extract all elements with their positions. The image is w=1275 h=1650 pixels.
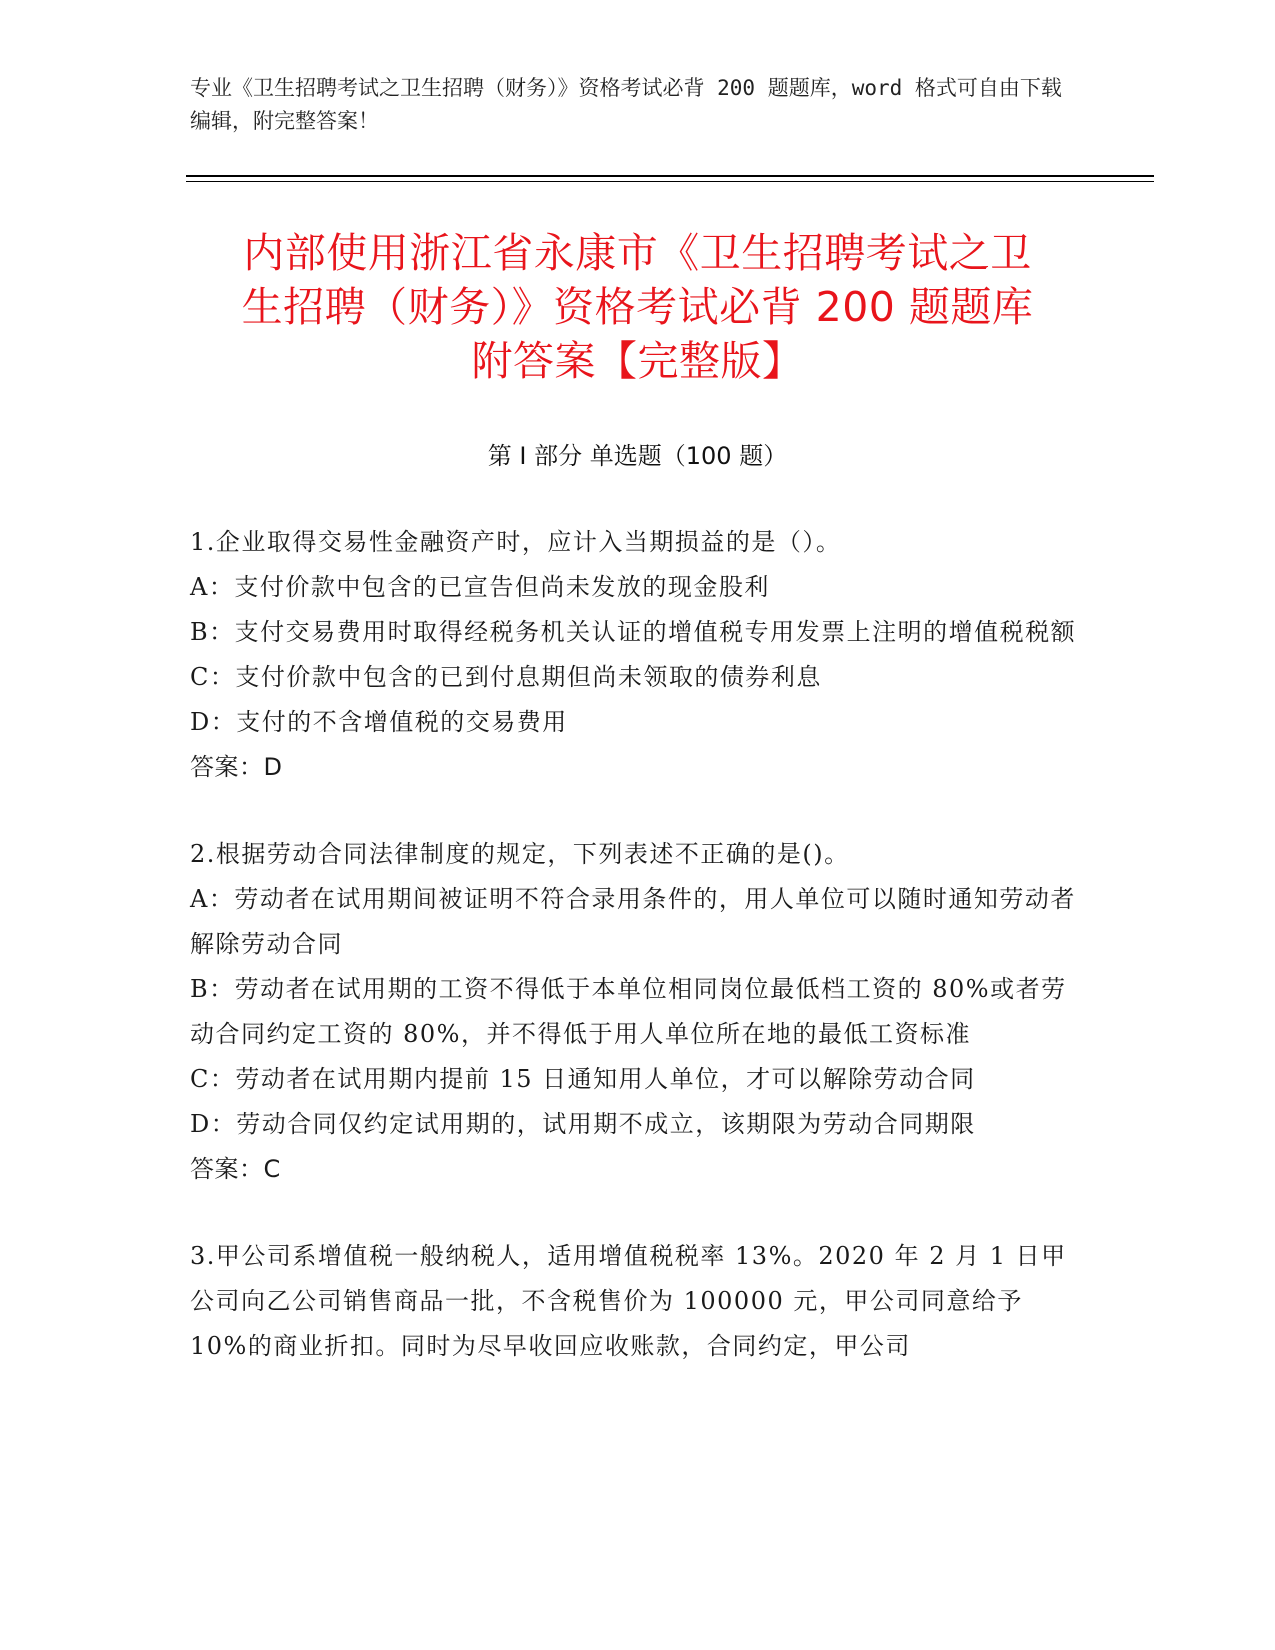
question-1 — [190, 520, 1080, 790]
question-2 — [190, 832, 1080, 1192]
document-title — [170, 226, 1105, 388]
option-c: C：劳动者在试用期内提前 15 日通知用人单位，才可以解除劳动合同 — [190, 1065, 976, 1093]
question-stem: 2.根据劳动合同法律制度的规定，下列表述不正确的是()。 — [190, 840, 850, 868]
option-b: B：支付交易费用时取得经税务机关认证的增值税专用发票上注明的增值税税额 — [190, 618, 1077, 646]
answer: 答案：D — [190, 753, 283, 781]
option-d: D：支付的不含增值税的交易费用 — [190, 708, 568, 736]
option-b: B：劳动者在试用期的工资不得低于本单位相同岗位最低档工资的 80%或者劳动合同约定工资的 80%，并不得低于用人单位所在地的最低工资标准 — [190, 975, 1067, 1048]
option-a: A：支付价款中包含的已宣告但尚未发放的现金股利 — [190, 573, 770, 601]
title-line-1: 内部使用浙江省永康市《卫生招聘考试之卫 — [243, 229, 1032, 277]
question-3 — [190, 1234, 1080, 1369]
title-line-2: 生招聘（财务）》资格考试必背 200 题题库 — [241, 283, 1034, 331]
header-note: 专业《卫生招聘考试之卫生招聘（财务）》资格考试必背 200 题题库，word 格式可自由下载编辑，附完整答案！ — [190, 76, 1062, 133]
question-stem: 3.甲公司系增值税一般纳税人，适用增值税税率 13%。2020 年 2 月 1 日甲公司向乙公司销售商品一批，不含税售价为 100000 元，甲公司同意给予 10%的商业折扣。同时为尽早收回应收账款，合同约定，甲公司 — [190, 1242, 1067, 1360]
title-line-3: 附答案【完整版】 — [471, 337, 804, 385]
header-rule-thick — [186, 175, 1154, 177]
header-rule-thin — [186, 181, 1154, 182]
section-heading: 第 I 部分 单选题（100 题） — [487, 442, 788, 470]
question-list — [190, 520, 1080, 1411]
question-stem: 1.企业取得交易性金融资产时，应计入当期损益的是（）。 — [190, 528, 842, 556]
option-a: A：劳动者在试用期间被证明不符合录用条件的，用人单位可以随时通知劳动者解除劳动合同 — [190, 885, 1076, 958]
option-c: C：支付价款中包含的已到付息期但尚未领取的债券利息 — [190, 663, 822, 691]
answer: 答案：C — [190, 1155, 281, 1183]
option-d: D：劳动合同仅约定试用期的，试用期不成立，该期限为劳动合同期限 — [190, 1110, 976, 1138]
